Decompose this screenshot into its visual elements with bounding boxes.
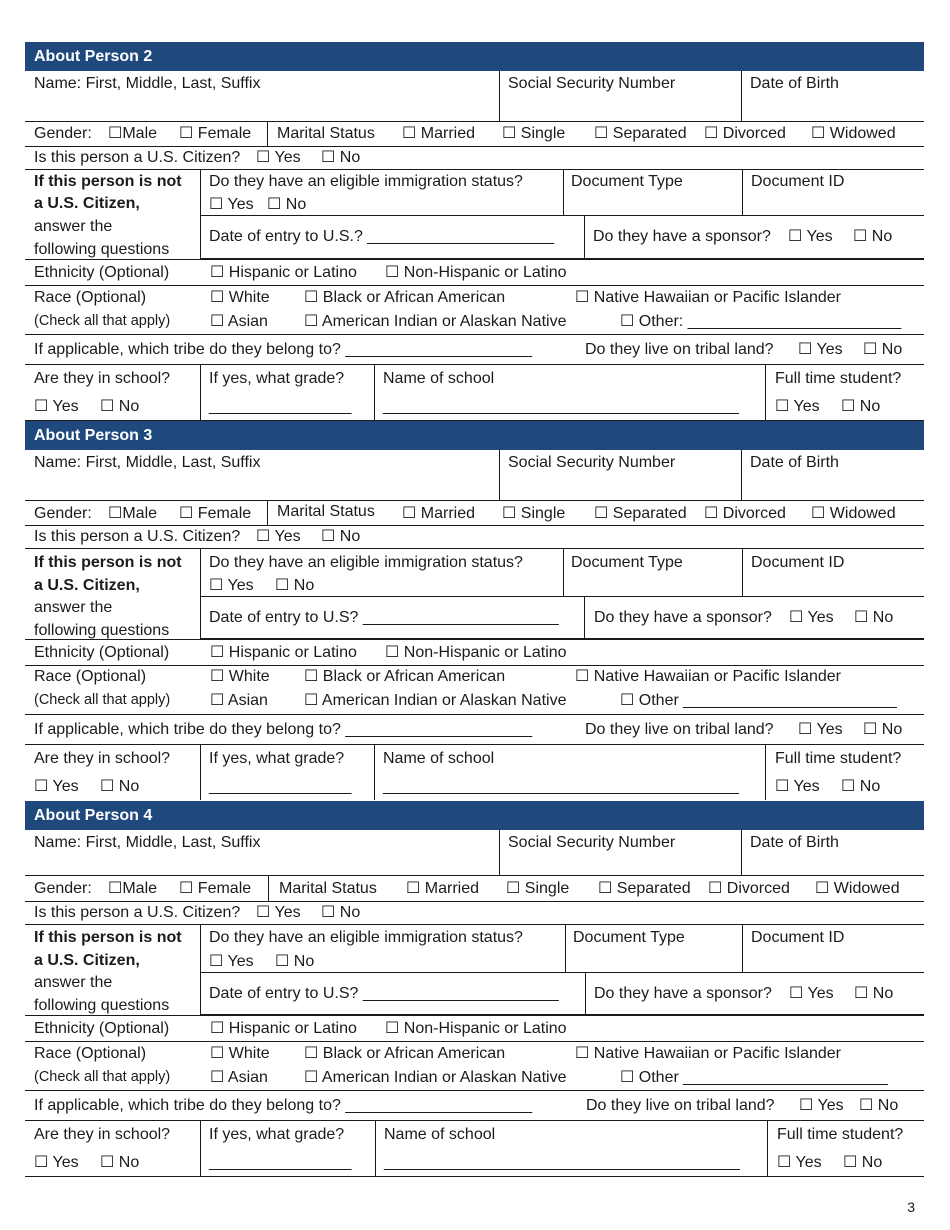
school-row [25, 1120, 924, 1177]
grade-field[interactable] [200, 364, 374, 420]
separated-checkbox[interactable]: ☐ Separated [598, 880, 691, 897]
white-checkbox[interactable]: ☐ White [210, 668, 270, 685]
tribal-land-question: Do they live on tribal land? [585, 721, 774, 738]
gender-group [25, 876, 268, 901]
hispanic-checkbox[interactable]: ☐ Hispanic or Latino [210, 264, 357, 281]
full-time-no-checkbox[interactable]: ☐ No [843, 1154, 883, 1171]
married-checkbox[interactable]: ☐ Married [406, 880, 480, 897]
american-indian-checkbox[interactable]: ☐ American Indian or Alaskan Native [304, 313, 567, 330]
single-checkbox[interactable]: ☐ Single [506, 880, 570, 897]
entry-date-field[interactable] [201, 215, 584, 258]
section-header: About Person 2 [25, 42, 924, 71]
school-line: ________________________________________ [384, 1154, 740, 1171]
tribe-question[interactable]: If applicable, which tribe do they belong to? _____________________ [34, 341, 533, 358]
full-time-yes-checkbox[interactable]: ☐ Yes [775, 398, 820, 415]
note-line: a U.S. Citizen, [34, 577, 140, 594]
not-citizen-note [25, 169, 200, 259]
school-name-label: Name of school [383, 750, 495, 767]
ssn-field[interactable] [499, 71, 741, 121]
note-line: If this person is not [34, 554, 182, 571]
immigration-no-checkbox[interactable]: ☐ No [267, 196, 307, 213]
grade-label: If yes, what grade? [209, 1126, 345, 1143]
citizen-question: Is this person a U.S. Citizen? [34, 149, 241, 166]
document-type-field[interactable] [565, 924, 742, 972]
person-4-section [25, 801, 924, 1176]
single-checkbox[interactable]: ☐ Single [502, 125, 566, 142]
immigration-no-checkbox[interactable]: ☐ No [275, 577, 315, 594]
full-time-no-checkbox[interactable]: ☐ No [841, 398, 881, 415]
ssn-field[interactable] [499, 830, 741, 875]
ssn-label: Social Security Number [508, 75, 676, 92]
name-row [25, 830, 924, 876]
name-field[interactable] [25, 830, 499, 875]
hispanic-checkbox[interactable]: ☐ Hispanic or Latino [210, 1020, 357, 1037]
immigration-question: Do they have an eligible immigration status? [209, 929, 523, 946]
dob-label: Date of Birth [750, 454, 839, 471]
school-name-field[interactable] [375, 1120, 767, 1176]
marital-group [267, 122, 924, 146]
in-school-field [25, 744, 200, 800]
ethnicity-label: Ethnicity (Optional) [34, 1020, 170, 1037]
sponsor-no-checkbox[interactable]: ☐ No [853, 228, 893, 245]
gender-group [25, 122, 267, 146]
school-yes-checkbox[interactable]: ☐ Yes [34, 398, 79, 415]
full-time-yes-checkbox[interactable]: ☐ Yes [777, 1154, 822, 1171]
ssn-label: Social Security Number [508, 834, 676, 851]
immigration-question: Do they have an eligible immigration status? [209, 173, 523, 190]
immigration-questions [200, 169, 924, 259]
section-header: About Person 3 [25, 421, 924, 450]
school-line: ________________________________________ [383, 398, 739, 415]
citizen-question: Is this person a U.S. Citizen? [34, 904, 241, 921]
document-type-field[interactable] [563, 548, 742, 596]
full-time-no-checkbox[interactable]: ☐ No [841, 778, 881, 795]
immigration-question: Do they have an eligible immigration status? [209, 554, 523, 571]
name-field[interactable] [25, 450, 499, 500]
sponsor-yes-checkbox[interactable]: ☐ Yes [789, 609, 834, 626]
immigration-questions [200, 924, 924, 1015]
widowed-checkbox[interactable]: ☐ Widowed [811, 505, 896, 522]
race-label: Race (Optional) [34, 1045, 147, 1062]
entry-date-field[interactable] [201, 972, 585, 1014]
hawaiian-checkbox[interactable]: ☐ Native Hawaiian or Pacific Islander [575, 289, 842, 306]
marital-status-label: Marital Status [277, 125, 375, 142]
document-id-field[interactable] [742, 169, 924, 215]
race-row [25, 285, 924, 335]
ethnicity-row [25, 639, 924, 666]
black-checkbox[interactable]: ☐ Black or African American [304, 1045, 506, 1062]
tribal-no-checkbox[interactable]: ☐ No [863, 721, 903, 738]
non-hispanic-checkbox[interactable]: ☐ Non-Hispanic or Latino [385, 1020, 567, 1037]
entry-date-label: Date of entry to U.S? ______________________ [209, 985, 559, 1002]
school-name-label: Name of school [383, 370, 495, 387]
divorced-checkbox[interactable]: ☐ Divorced [704, 125, 786, 142]
school-yes-checkbox[interactable]: ☐ Yes [34, 778, 79, 795]
document-id-label: Document ID [751, 554, 845, 571]
grade-label: If yes, what grade? [209, 370, 345, 387]
school-name-label: Name of school [384, 1126, 496, 1143]
section-header: About Person 4 [25, 801, 924, 830]
marital-group [268, 876, 924, 901]
marital-status-label: Marital Status [277, 503, 375, 520]
widowed-checkbox[interactable]: ☐ Widowed [811, 125, 896, 142]
gender-marital-row [25, 121, 924, 147]
sponsor-no-checkbox[interactable]: ☐ No [854, 609, 894, 626]
immigration-no-checkbox[interactable]: ☐ No [275, 953, 315, 970]
separated-checkbox[interactable]: ☐ Separated [594, 505, 687, 522]
ethnicity-label: Ethnicity (Optional) [34, 644, 170, 661]
grade-line: ________________ [209, 1154, 352, 1171]
tribe-row [25, 1090, 924, 1121]
school-row [25, 364, 924, 421]
gender-label: Gender: [34, 505, 92, 522]
in-school-question: Are they in school? [34, 370, 171, 387]
race-label: Race (Optional) [34, 668, 147, 685]
female-checkbox[interactable]: ☐ Female [179, 880, 252, 897]
asian-checkbox[interactable]: ☐ Asian [210, 1069, 268, 1086]
immigration-status-field [201, 548, 563, 596]
note-line: If this person is not [34, 929, 182, 946]
document-id-field[interactable] [742, 924, 924, 972]
full-time-yes-checkbox[interactable]: ☐ Yes [775, 778, 820, 795]
note-line: If this person is not [34, 173, 182, 190]
female-checkbox[interactable]: ☐ Female [179, 505, 252, 522]
school-yes-checkbox[interactable]: ☐ Yes [34, 1154, 79, 1171]
note-line: answer the [34, 974, 113, 991]
note-line: following questions [34, 622, 170, 639]
ssn-label: Social Security Number [508, 454, 676, 471]
race-note: (Check all that apply) [34, 313, 171, 329]
ethnicity-label: Ethnicity (Optional) [34, 264, 170, 281]
note-line: a U.S. Citizen, [34, 952, 140, 969]
race-note: (Check all that apply) [34, 692, 171, 708]
name-label: Name: First, Middle, Last, Suffix [34, 834, 261, 851]
school-no-checkbox[interactable]: ☐ No [100, 1154, 140, 1171]
marital-status-label: Marital Status [279, 880, 377, 897]
note-line: following questions [34, 997, 170, 1014]
grade-label: If yes, what grade? [209, 750, 345, 767]
citizen-row [25, 900, 924, 925]
white-checkbox[interactable]: ☐ White [210, 289, 270, 306]
not-citizen-note [25, 924, 200, 1015]
grade-line: ________________ [209, 398, 352, 415]
citizen-no-checkbox[interactable]: ☐ No [321, 528, 361, 545]
gender-marital-row [25, 875, 924, 902]
asian-checkbox[interactable]: ☐ Asian [210, 313, 268, 330]
tribal-no-checkbox[interactable]: ☐ No [863, 341, 903, 358]
full-time-field [765, 744, 924, 800]
page-number: 3 [907, 1199, 915, 1215]
name-row [25, 71, 924, 122]
other-race-checkbox[interactable]: ☐ Other: ________________________ [620, 313, 902, 330]
ethnicity-row [25, 259, 924, 286]
note-line: answer the [34, 218, 113, 235]
immigration-status-field [201, 169, 563, 215]
race-note: (Check all that apply) [34, 1069, 171, 1085]
citizen-yes-checkbox[interactable]: ☐ Yes [256, 149, 301, 166]
sponsor-question: Do they have a sponsor? [593, 228, 771, 245]
document-type-label: Document Type [571, 173, 683, 190]
sponsor-field [584, 215, 924, 258]
married-checkbox[interactable]: ☐ Married [402, 125, 476, 142]
white-checkbox[interactable]: ☐ White [210, 1045, 270, 1062]
grade-field[interactable] [200, 1120, 375, 1176]
school-name-field[interactable] [374, 744, 765, 800]
widowed-checkbox[interactable]: ☐ Widowed [815, 880, 900, 897]
immigration-questions [200, 548, 924, 639]
married-checkbox[interactable]: ☐ Married [402, 505, 476, 522]
gender-label: Gender: [34, 880, 92, 897]
tribal-land-question: Do they live on tribal land? [585, 341, 774, 358]
dob-field[interactable] [741, 830, 924, 875]
tribe-row [25, 714, 924, 745]
note-line: answer the [34, 599, 113, 616]
document-id-label: Document ID [751, 929, 845, 946]
female-checkbox[interactable]: ☐ Female [179, 125, 252, 142]
entry-date-label: Date of entry to U.S.? _____________________ [209, 228, 555, 245]
tribal-yes-checkbox[interactable]: ☐ Yes [798, 341, 843, 358]
immigration-status-field [201, 924, 565, 972]
sponsor-yes-checkbox[interactable]: ☐ Yes [789, 985, 834, 1002]
school-no-checkbox[interactable]: ☐ No [100, 778, 140, 795]
note-line: a U.S. Citizen, [34, 195, 140, 212]
marital-group [267, 501, 924, 525]
school-name-field[interactable] [374, 364, 765, 420]
name-field[interactable] [25, 71, 499, 121]
document-id-field[interactable] [742, 548, 924, 596]
sponsor-no-checkbox[interactable]: ☐ No [854, 985, 894, 1002]
dob-label: Date of Birth [750, 75, 839, 92]
citizen-no-checkbox[interactable]: ☐ No [321, 904, 361, 921]
immigration-yes-checkbox[interactable]: ☐ Yes [209, 196, 254, 213]
name-row [25, 450, 924, 501]
immigration-block [25, 924, 924, 1015]
in-school-question: Are they in school? [34, 1126, 171, 1143]
school-row [25, 744, 924, 800]
other-race-checkbox[interactable]: ☐ Other _______________________ [620, 1069, 888, 1086]
immigration-yes-checkbox[interactable]: ☐ Yes [209, 953, 254, 970]
race-label: Race (Optional) [34, 289, 147, 306]
race-row [25, 665, 924, 715]
full-time-field [765, 364, 924, 420]
citizen-question: Is this person a U.S. Citizen? [34, 528, 241, 545]
male-checkbox[interactable]: ☐Male [108, 125, 158, 142]
school-no-checkbox[interactable]: ☐ No [100, 398, 140, 415]
american-indian-checkbox[interactable]: ☐ American Indian or Alaskan Native [304, 1069, 567, 1086]
ethnicity-row [25, 1015, 924, 1042]
hispanic-checkbox[interactable]: ☐ Hispanic or Latino [210, 644, 357, 661]
non-hispanic-checkbox[interactable]: ☐ Non-Hispanic or Latino [385, 264, 567, 281]
dob-label: Date of Birth [750, 834, 839, 851]
divorced-checkbox[interactable]: ☐ Divorced [708, 880, 790, 897]
citizen-row [25, 524, 924, 549]
citizen-yes-checkbox[interactable]: ☐ Yes [256, 904, 301, 921]
tribal-land-question: Do they live on tribal land? [586, 1097, 775, 1114]
dob-field[interactable] [741, 450, 924, 500]
dob-field[interactable] [741, 71, 924, 121]
other-race-checkbox[interactable]: ☐ Other ________________________ [620, 692, 897, 709]
person-2-section [25, 42, 924, 421]
document-type-label: Document Type [571, 554, 683, 571]
sponsor-field [584, 596, 924, 638]
citizen-no-checkbox[interactable]: ☐ No [321, 149, 361, 166]
non-hispanic-checkbox[interactable]: ☐ Non-Hispanic or Latino [385, 644, 567, 661]
grade-field[interactable] [200, 744, 374, 800]
not-citizen-note [25, 548, 200, 639]
sponsor-yes-checkbox[interactable]: ☐ Yes [788, 228, 833, 245]
sponsor-field [585, 972, 924, 1014]
hawaiian-checkbox[interactable]: ☐ Native Hawaiian or Pacific Islander [575, 1045, 842, 1062]
tribal-no-checkbox[interactable]: ☐ No [859, 1097, 899, 1114]
entry-date-field[interactable] [201, 596, 584, 638]
full-time-question: Full time student? [775, 370, 902, 387]
tribe-row [25, 334, 924, 365]
male-checkbox[interactable]: ☐Male [108, 880, 158, 897]
gender-label: Gender: [34, 125, 92, 142]
grade-line: ________________ [209, 778, 352, 795]
tribal-yes-checkbox[interactable]: ☐ Yes [798, 721, 843, 738]
gender-marital-row [25, 500, 924, 526]
immigration-yes-checkbox[interactable]: ☐ Yes [209, 577, 254, 594]
name-label: Name: First, Middle, Last, Suffix [34, 454, 261, 471]
full-time-question: Full time student? [777, 1126, 904, 1143]
entry-date-label: Date of entry to U.S? ______________________ [209, 609, 559, 626]
separated-checkbox[interactable]: ☐ Separated [594, 125, 687, 142]
name-label: Name: First, Middle, Last, Suffix [34, 75, 261, 92]
full-time-field [767, 1120, 924, 1176]
black-checkbox[interactable]: ☐ Black or African American [304, 289, 506, 306]
in-school-question: Are they in school? [34, 750, 171, 767]
american-indian-checkbox[interactable]: ☐ American Indian or Alaskan Native [304, 692, 567, 709]
person-3-section [25, 421, 924, 801]
in-school-field [25, 364, 200, 420]
tribal-yes-checkbox[interactable]: ☐ Yes [799, 1097, 844, 1114]
document-id-label: Document ID [751, 173, 845, 190]
document-type-field[interactable] [563, 169, 742, 215]
asian-checkbox[interactable]: ☐ Asian [210, 692, 268, 709]
document-type-label: Document Type [573, 929, 685, 946]
tribe-question[interactable]: If applicable, which tribe do they belong to? _____________________ [34, 1097, 533, 1114]
full-time-question: Full time student? [775, 750, 902, 767]
sponsor-question: Do they have a sponsor? [594, 985, 772, 1002]
ssn-field[interactable] [499, 450, 741, 500]
divorced-checkbox[interactable]: ☐ Divorced [704, 505, 786, 522]
tribe-question[interactable]: If applicable, which tribe do they belong to? _____________________ [34, 721, 533, 738]
male-checkbox[interactable]: ☐Male [108, 505, 158, 522]
in-school-field [25, 1120, 200, 1176]
school-line: ________________________________________ [383, 778, 739, 795]
race-row [25, 1041, 924, 1091]
citizen-row [25, 145, 924, 170]
immigration-block [25, 169, 924, 259]
hawaiian-checkbox[interactable]: ☐ Native Hawaiian or Pacific Islander [575, 668, 842, 685]
citizen-yes-checkbox[interactable]: ☐ Yes [256, 528, 301, 545]
note-line: following questions [34, 241, 170, 258]
gender-group [25, 501, 267, 525]
single-checkbox[interactable]: ☐ Single [502, 505, 566, 522]
sponsor-question: Do they have a sponsor? [594, 609, 772, 626]
immigration-block [25, 548, 924, 639]
black-checkbox[interactable]: ☐ Black or African American [304, 668, 506, 685]
